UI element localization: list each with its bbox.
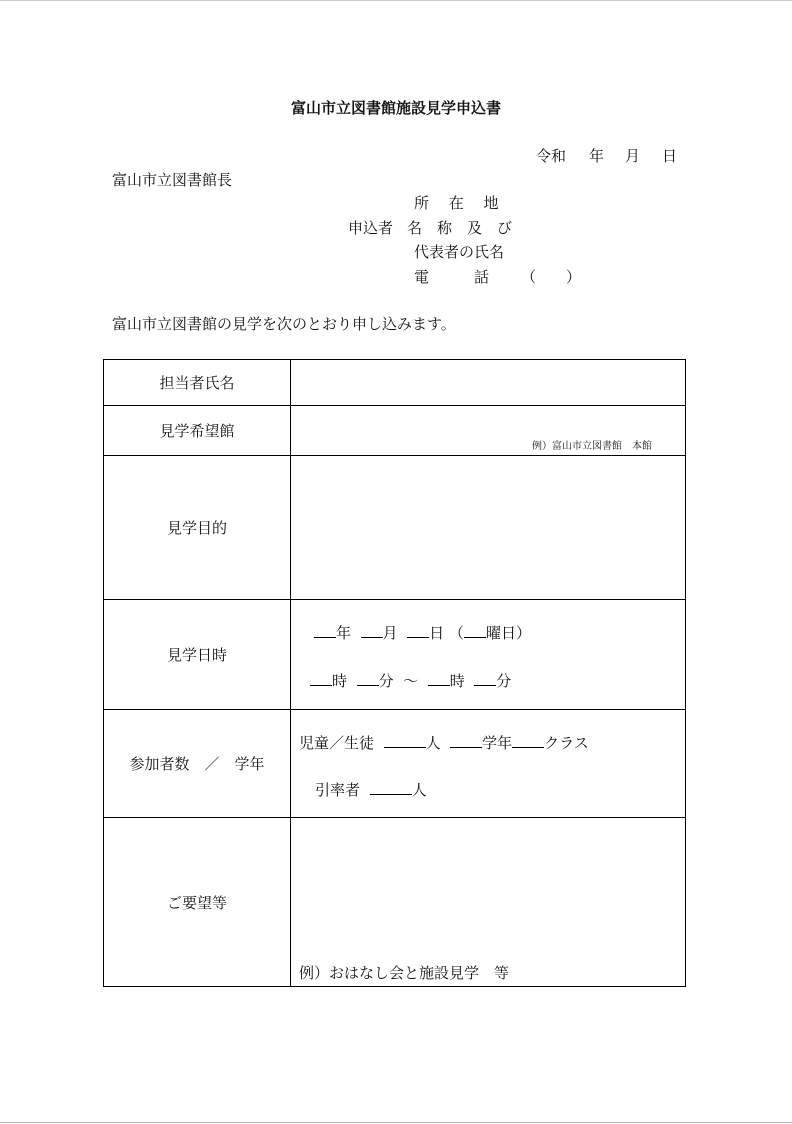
tilde: ～ bbox=[403, 672, 419, 690]
branch-example: 例）富山市立図書館 本館 bbox=[532, 441, 652, 452]
application-table bbox=[103, 359, 686, 987]
students-line bbox=[299, 732, 589, 752]
year-blank[interactable] bbox=[314, 622, 336, 638]
date-line bbox=[536, 147, 677, 165]
applicant-phone-paren: （ ） bbox=[521, 268, 582, 286]
page-top-edge bbox=[0, 0, 792, 1]
leaders-label: 引率者 bbox=[315, 781, 361, 799]
end-hour-blank[interactable] bbox=[428, 670, 450, 686]
year-unit: 年 bbox=[336, 624, 352, 642]
date-day: 日 bbox=[662, 147, 678, 165]
purpose-label: 見学目的 bbox=[104, 456, 291, 599]
addressee: 富山市立図書館長 bbox=[112, 171, 233, 189]
class-unit: クラス bbox=[544, 734, 589, 752]
end-minute-blank[interactable] bbox=[474, 670, 496, 686]
grade-unit: 学年 bbox=[482, 734, 513, 752]
branch-label: 見学希望館 bbox=[104, 406, 291, 455]
applicant-label: 申込者 bbox=[348, 219, 394, 237]
document-title: 富山市立図書館施設見学申込書 bbox=[290, 99, 501, 117]
paren-open: （ bbox=[448, 624, 464, 642]
requests-field[interactable] bbox=[291, 818, 685, 986]
students-label: 児童／生徒 bbox=[299, 734, 375, 752]
day-unit: 日 bbox=[429, 624, 445, 642]
row-purpose bbox=[104, 455, 685, 599]
row-branch bbox=[104, 405, 685, 455]
students-people-unit: 人 bbox=[425, 734, 441, 752]
time-entry-line bbox=[310, 670, 511, 690]
students-count-blank[interactable] bbox=[384, 732, 426, 748]
month-blank[interactable] bbox=[361, 622, 383, 638]
participants-label: 参加者数 ／ 学年 bbox=[104, 710, 291, 817]
applicant-phone-label: 電 話 bbox=[414, 268, 490, 286]
requests-label: ご要望等 bbox=[104, 818, 291, 986]
minute-unit: 分 bbox=[378, 672, 394, 690]
row-contact bbox=[104, 360, 685, 405]
applicant-address-label: 所 在 地 bbox=[414, 194, 499, 212]
leaders-line bbox=[315, 779, 427, 799]
intro-text: 富山市立図書館の見学を次のとおり申し込みます。 bbox=[112, 315, 456, 333]
date-month: 月 bbox=[625, 147, 641, 165]
date-entry-line bbox=[314, 622, 531, 642]
branch-field[interactable] bbox=[291, 406, 685, 455]
weekday-unit: 曜日） bbox=[485, 624, 531, 642]
row-datetime bbox=[104, 599, 685, 709]
start-minute-blank[interactable] bbox=[357, 670, 379, 686]
contact-label: 担当者氏名 bbox=[104, 360, 291, 405]
start-hour-blank[interactable] bbox=[310, 670, 332, 686]
row-requests bbox=[104, 817, 685, 986]
purpose-field[interactable] bbox=[291, 456, 685, 599]
grade-blank[interactable] bbox=[450, 732, 482, 748]
requests-example: 例）おはなし会と施設見学 等 bbox=[299, 964, 510, 982]
applicant-name-label-1: 名 称 及 び bbox=[407, 219, 513, 237]
contact-field[interactable] bbox=[291, 360, 685, 405]
weekday-blank[interactable] bbox=[464, 622, 486, 638]
row-participants bbox=[104, 709, 685, 817]
leaders-count-blank[interactable] bbox=[370, 779, 412, 795]
datetime-field[interactable] bbox=[291, 600, 685, 709]
day-blank[interactable] bbox=[407, 622, 429, 638]
hour-unit: 時 bbox=[449, 672, 465, 690]
applicant-name-label-2: 代表者の氏名 bbox=[414, 243, 505, 261]
month-unit: 月 bbox=[382, 624, 398, 642]
datetime-label: 見学日時 bbox=[104, 600, 291, 709]
leaders-people-unit: 人 bbox=[411, 781, 427, 799]
participants-field[interactable] bbox=[291, 710, 685, 817]
page-bottom-edge bbox=[0, 1122, 792, 1123]
era: 令和 bbox=[536, 147, 567, 165]
minute-unit: 分 bbox=[496, 672, 512, 690]
hour-unit: 時 bbox=[332, 672, 348, 690]
date-year: 年 bbox=[589, 147, 605, 165]
class-blank[interactable] bbox=[512, 732, 544, 748]
